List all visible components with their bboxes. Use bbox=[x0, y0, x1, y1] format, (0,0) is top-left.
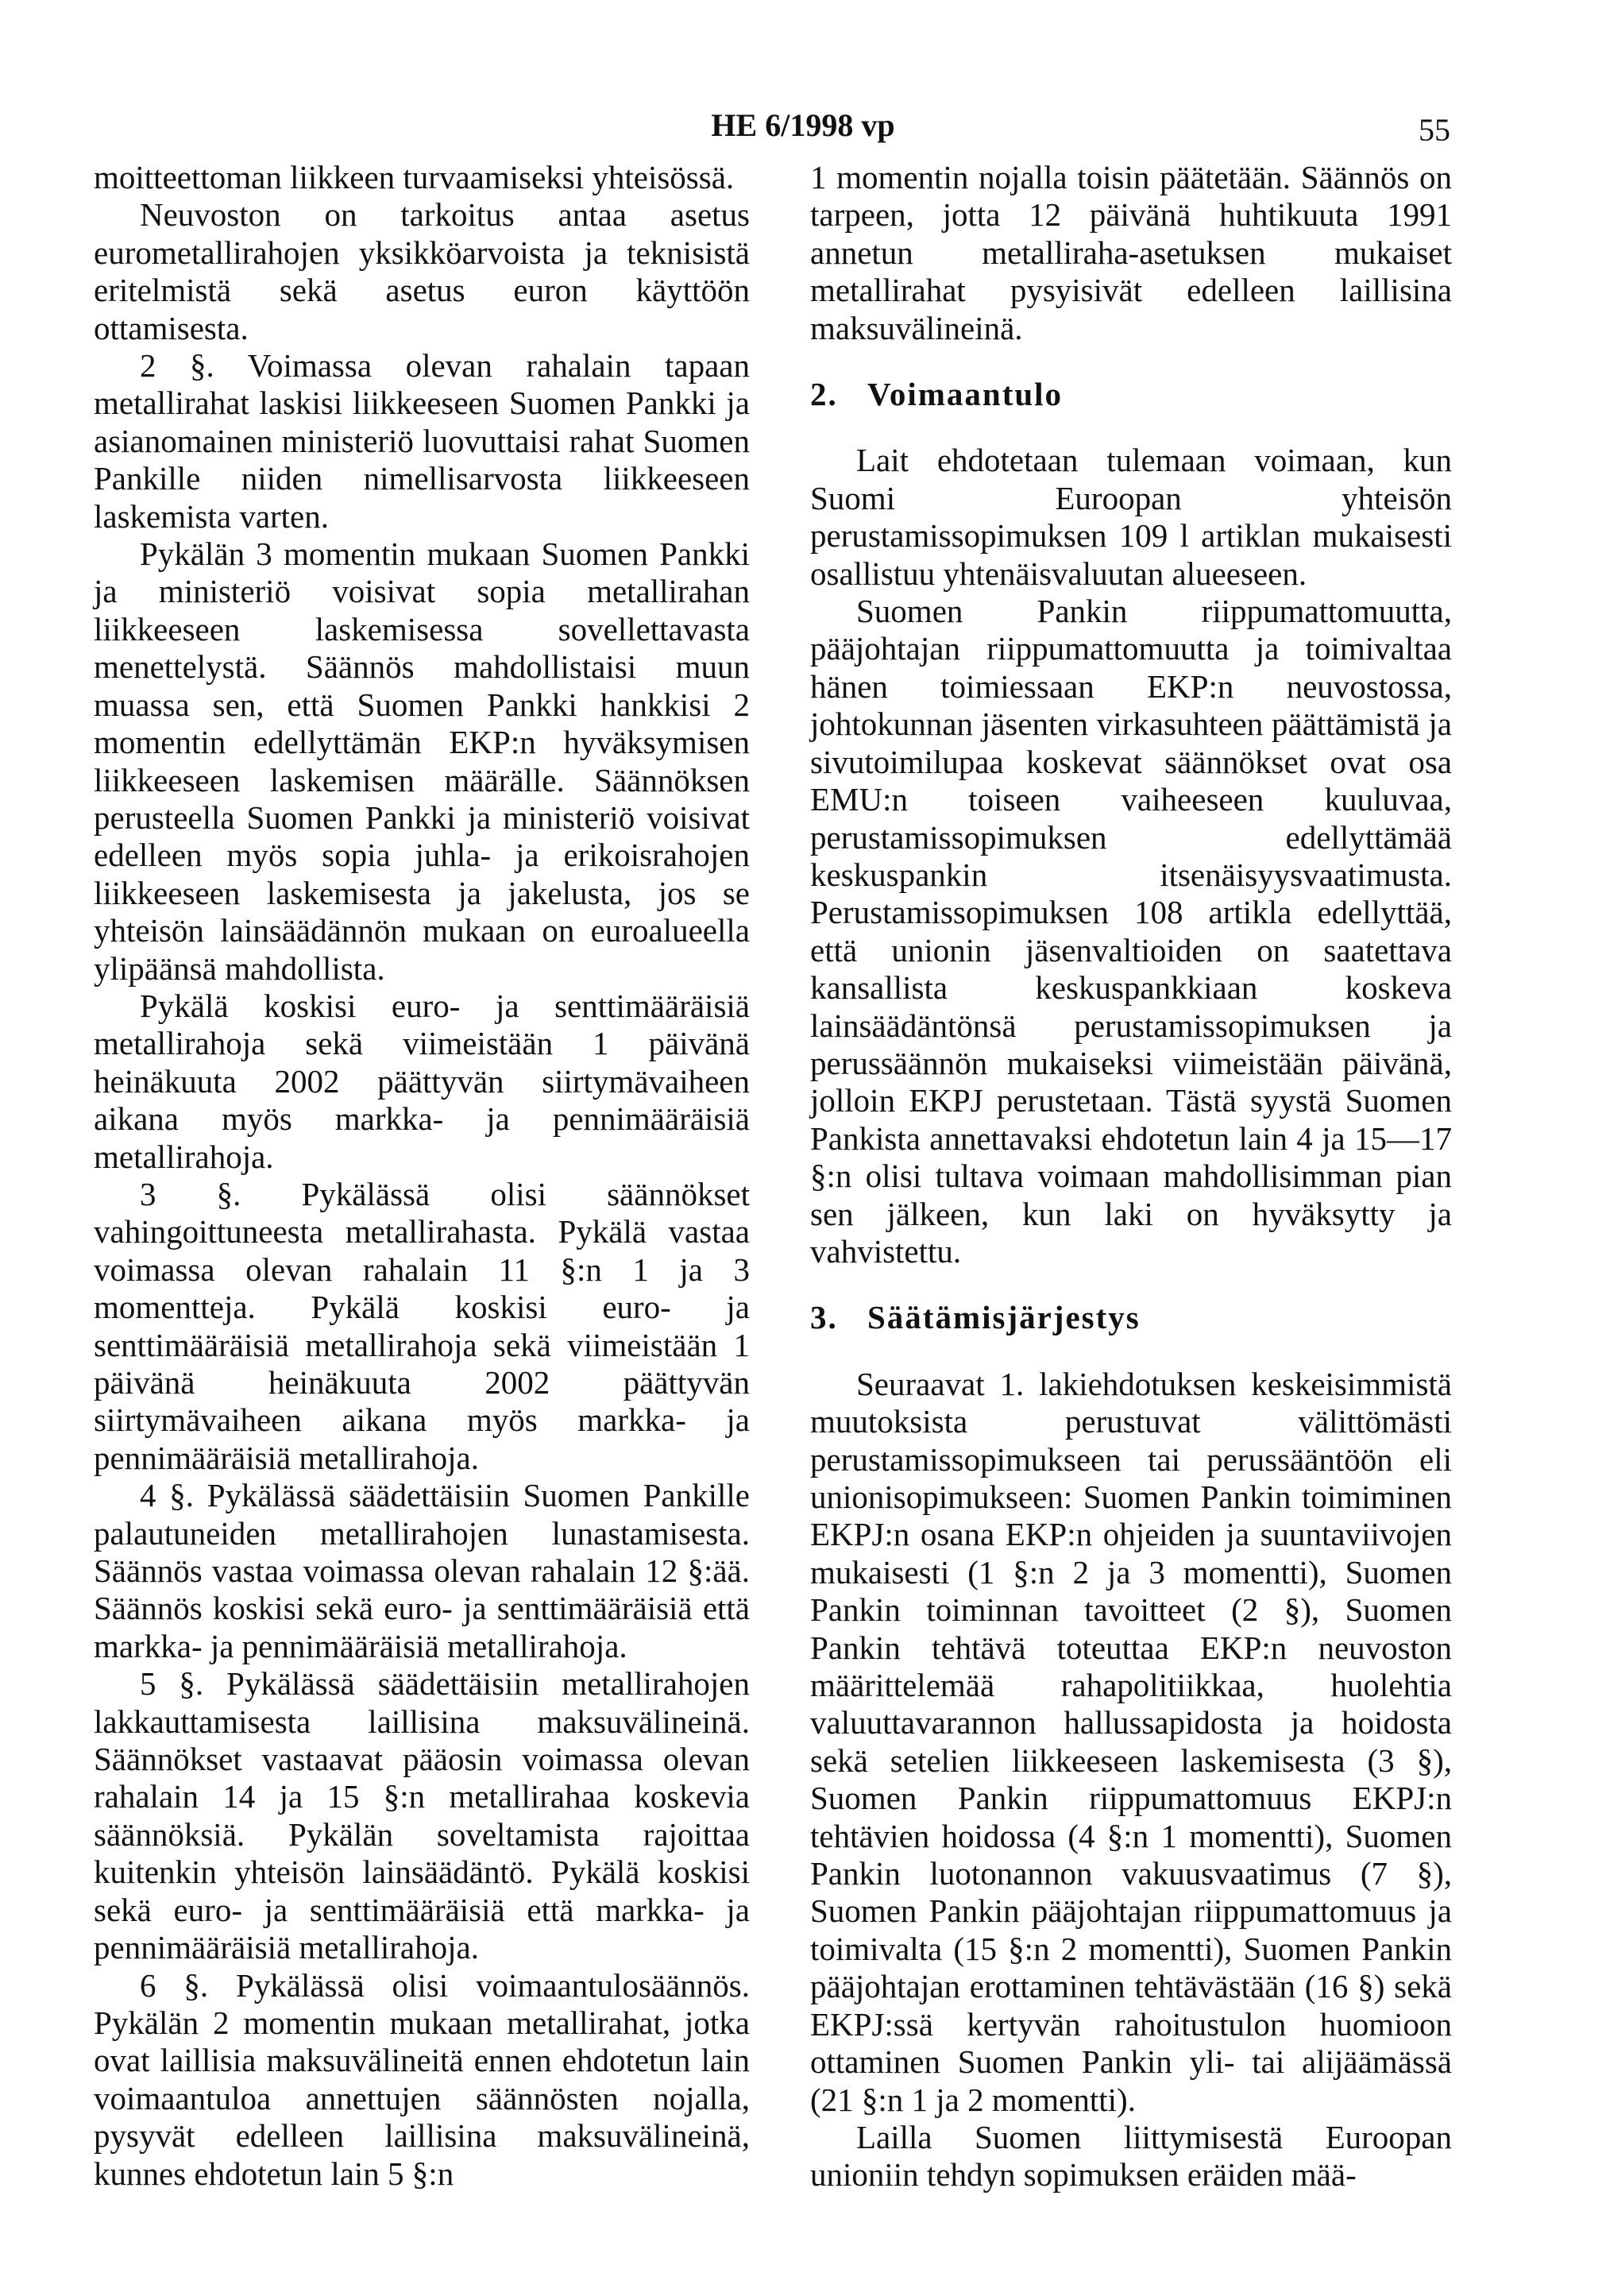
paragraph: Seuraavat 1. lakiehdotuksen keskeisimmistä muutoksista perustuvat välittömästi perustamissopimukseen tai perussääntöön eli unionisopimukseen: Suomen Pankin toimiminen EKPJ:n osana EKP:n ohjeiden ja suuntaviivojen mukaisesti (1 §:n 2 ja 3 momentti), Suomen Pankin toiminnan tavoitteet (2 §), Suomen Pankin tehtävä toteuttaa EKP:n neuvoston määrittelemää rahapolitiikkaa, huolehtia valuuttavarannon hallussapidosta ja hoidosta sekä setelien liikkeeseen laskemisesta (3 §), Suomen Pankin riippumattomuus EKPJ:n tehtävien hoidossa (4 §:n 1 momentti), Suomen Pankin luotonannon vakuusvaatimus (7 §), Suomen Pankin pääjohtajan riippumattomuus ja toimivalta (15 §:n 2 momentti), Suomen Pankin pääjohtajan erottaminen tehtävästään (16 §) sekä EKPJ:ssä kertyvän rahoitustulon huomioon ottaminen Suomen Pankin yli- tai alijäämässä (21 §:n 1 ja 2 momentti). bbox=[810, 1365, 1452, 2118]
left-column bbox=[94, 159, 750, 2193]
paragraph: Lait ehdotetaan tulemaan voimaan, kun Suomi Euroopan yhteisön perustamissopimuksen 109 l artiklan mukaisesti osallistuu yhtenäisvaluutan alueeseen. bbox=[810, 442, 1452, 592]
right-column bbox=[810, 159, 1452, 2194]
paragraph: 6 §. Pykälässä olisi voimaantulosäännös. Pykälän 2 momentin mukaan metallirahat, jotka ovat laillisia maksuvälineitä ennen ehdotetun lain voimaantuloa annettujen säännösten nojalla, pysyvät edelleen laillisina maksuvälineinä, kunnes ehdotetun lain 5 §:n bbox=[94, 1966, 750, 2192]
paragraph: 2 §. Voimassa olevan rahalain tapaan metallirahat laskisi liikkeeseen Suomen Pankki ja asianomainen ministeriö luovuttaisi rahat Suomen Pankille niiden nimellisarvosta liikkeeseen laskemista varten. bbox=[94, 347, 750, 535]
section-heading-saatamisjarjestys bbox=[810, 1299, 1452, 1336]
page-number: 55 bbox=[1419, 112, 1450, 148]
paragraph: 3 §. Pykälässä olisi säännökset vahingoittuneesta metallirahasta. Pykälä vastaa voimassa olevan rahalain 11 §:n 1 ja 3 momentteja. Pykälä koskisi euro- ja senttimääräisiä metallirahoja sekä viimeistään 1 päivänä heinäkuuta 2002 päättyvän siirtymävaiheen aikana myös markka- ja pennimääräisiä metallirahoja. bbox=[94, 1175, 750, 1476]
section-title: Voimaantulo bbox=[867, 376, 1064, 413]
paragraph: Pykälän 3 momentin mukaan Suomen Pankki ja ministeriö voisivat sopia metallirahan liikkeeseen laskemisessa sovellettavasta menettelystä. Säännös mahdollistaisi muun muassa sen, että Suomen Pankki hankkisi 2 momentin edellyttämän EKP:n hyväksymisen liikkeeseen laskemisen määrälle. Säännöksen perusteella Suomen Pankki ja ministeriö voisivat edelleen myös sopia juhla- ja erikoisrahojen liikkeeseen laskemisesta ja jakelusta, jos se yhteisön lainsäädännön mukaan on euroalueella ylipäänsä mahdollista. bbox=[94, 535, 750, 987]
paragraph: Lailla Suomen liittymisestä Euroopan unioniin tehdyn sopimuksen eräiden mää- bbox=[810, 2118, 1452, 2194]
paragraph: 4 §. Pykälässä säädettäisiin Suomen Pankille palautuneiden metallirahojen lunastamisesta. Säännös vastaa voimassa olevan rahalain 12 §:ää. Säännös koskisi sekä euro- ja senttimääräisiä että markka- ja pennimääräisiä metallirahoja. bbox=[94, 1477, 750, 1664]
section-heading-voimaantulo bbox=[810, 376, 1452, 413]
paragraph: Neuvoston on tarkoitus antaa asetus eurometallirahojen yksikköarvoista ja teknisistä eritelmistä sekä asetus euron käyttöön ottamisesta. bbox=[94, 196, 750, 346]
paragraph: Pykälä koskisi euro- ja senttimääräisiä metallirahoja sekä viimeistään 1 päivänä heinäkuuta 2002 päättyvän siirtymävaiheen aikana myös markka- ja pennimääräisiä metallirahoja. bbox=[94, 987, 750, 1175]
section-title: Säätämisjärjestys bbox=[867, 1299, 1141, 1336]
paragraph: moitteettoman liikkeen turvaamiseksi yhteisössä. bbox=[94, 159, 735, 195]
page-header bbox=[0, 102, 1606, 149]
section-number: 3. bbox=[810, 1299, 838, 1336]
paragraph: 5 §. Pykälässä säädettäisiin metallirahojen lakkauttamisesta laillisina maksuvälineinä. Säännökset vastaavat pääosin voimassa olevan rahalain 14 ja 15 §:n metallirahaa koskevia säännöksiä. Pykälän soveltamista rajoittaa kuitenkin yhteisön lainsäädäntö. Pykälä koskisi sekä euro- ja senttimääräisiä että markka- ja pennimääräisiä metallirahoja. bbox=[94, 1665, 750, 1966]
paragraph: 1 momentin nojalla toisin päätetään. Säännös on tarpeen, jotta 12 päivänä huhtikuuta 1991 annetun metalliraha-asetuksen mukaiset metallirahat pysyisivät edelleen laillisina maksuvälineinä. bbox=[810, 159, 1452, 346]
running-title: HE 6/1998 vp bbox=[711, 107, 895, 143]
paragraph: Suomen Pankin riippumattomuutta, pääjohtajan riippumattomuutta ja toimivaltaa hänen toimiessaan EKP:n neuvostossa, johtokunnan jäsenten virkasuhteen päättämistä ja sivutoimilupaa koskevat säännökset ovat osa EMU:n toiseen vaiheeseen kuuluvaa, perustamissopimuksen edellyttämää keskuspankin itsenäisyysvaatimusta. Perustamissopimuksen 108 artikla edellyttää, että unionin jäsenvaltioiden on saatettava kansallista keskuspankkiaan koskeva lainsäädäntönsä perustamissopimuksen ja perussäännön mukaiseksi viimeistään päivänä, jolloin EKPJ perustetaan. Tästä syystä Suomen Pankista annettavaksi ehdotetun lain 4 ja 15—17 §:n olisi tultava voimaan mahdollisimman pian sen jälkeen, kun laki on hyväksytty ja vahvistettu. bbox=[810, 593, 1452, 1270]
section-number: 2. bbox=[810, 376, 838, 413]
